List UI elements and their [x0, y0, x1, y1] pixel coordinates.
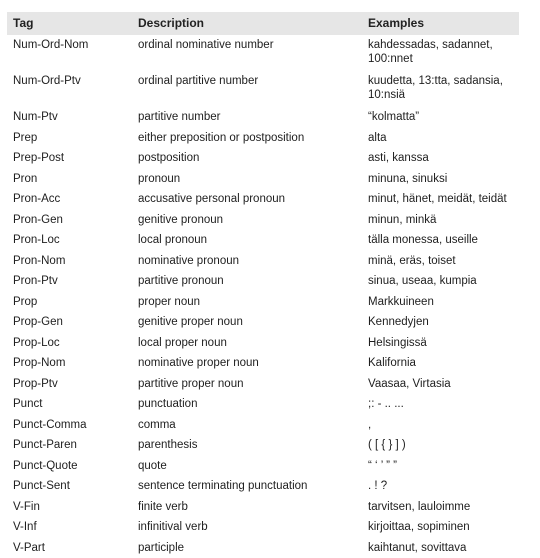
row-tag: Punct-Sent [13, 480, 70, 492]
table-row [7, 128, 519, 149]
row-description: local proper noun [138, 336, 227, 349]
example-line: minuna, sinuksi [368, 172, 448, 185]
row-description: genitive pronoun [138, 213, 224, 226]
table-row [7, 35, 519, 71]
row-description: pronoun [138, 172, 181, 185]
row-tag: Punct-Paren [13, 439, 77, 451]
row-tag: Prep-Post [13, 152, 65, 164]
table-row [7, 415, 519, 436]
table-row [7, 251, 519, 272]
table-row [7, 476, 519, 497]
row-description: finite verb [138, 500, 188, 513]
row-tag: Pron [13, 172, 38, 185]
tag-table [7, 12, 519, 558]
example-line: Kalifornia [368, 357, 416, 369]
example-line: tarvitsen, lauloimme [368, 500, 471, 513]
row-examples [368, 295, 434, 309]
row-examples [368, 459, 397, 473]
example-line: alta [368, 131, 387, 144]
example-line: Vaasaa, Virtasia [368, 377, 451, 390]
row-examples [368, 356, 416, 370]
table-row [7, 292, 519, 313]
row-examples [368, 315, 429, 329]
table-row [7, 456, 519, 477]
row-tag: Prep [13, 131, 38, 144]
row-tag: Prop-Gen [13, 316, 63, 328]
table-row [7, 517, 519, 538]
table-row [7, 333, 519, 354]
header-tag: Tag [13, 16, 34, 30]
row-examples [368, 397, 404, 411]
row-description: genitive proper noun [138, 316, 243, 328]
example-line: asti, kanssa [368, 152, 429, 164]
row-tag: Num-Ord-Nom [13, 39, 89, 51]
table-row [7, 230, 519, 251]
row-examples [368, 418, 371, 432]
row-tag: Pron-Loc [13, 234, 60, 246]
example-line: kaihtanut, sovittava [368, 541, 467, 554]
row-tag: V-Fin [13, 500, 40, 513]
row-examples [368, 74, 503, 102]
row-tag: Punct [13, 398, 43, 410]
table-row [7, 189, 519, 210]
table-row [7, 107, 519, 128]
table-row [7, 374, 519, 395]
row-tag: V-Part [13, 541, 45, 554]
row-description: infinitival verb [138, 521, 208, 533]
row-description: punctuation [138, 398, 198, 410]
table-body [7, 35, 519, 558]
row-examples [368, 151, 429, 165]
row-examples [368, 377, 451, 391]
row-description: nominative pronoun [138, 254, 240, 267]
table-row [7, 71, 519, 107]
table-row [7, 210, 519, 231]
row-examples [368, 254, 456, 268]
row-examples [368, 274, 477, 288]
row-examples [368, 438, 406, 452]
header-description: Description [138, 16, 205, 30]
example-line: tälla monessa, useille [368, 234, 478, 246]
row-examples [368, 520, 470, 534]
row-description: partitive pronoun [138, 275, 224, 287]
row-description: nominative proper noun [138, 357, 259, 369]
example-line: ;: - .. ... [368, 398, 404, 410]
example-line: . ! ? [368, 480, 388, 492]
row-tag: Pron-Ptv [13, 275, 58, 287]
row-description: ordinal partitive number [138, 75, 259, 87]
example-line: ( [ { } ] ) [368, 439, 406, 451]
row-description: parenthesis [138, 439, 198, 451]
table-row [7, 148, 519, 169]
row-description: proper noun [138, 295, 201, 308]
example-line: minun, minkä [368, 213, 437, 226]
row-description: partitive number [138, 111, 221, 123]
example-line: Kennedyjen [368, 316, 429, 328]
table-row [7, 538, 519, 558]
example-line: 10:nsiä [368, 89, 406, 101]
row-examples [368, 213, 436, 227]
example-line: “ ‘ ’ ” ” [368, 459, 397, 472]
row-description: quote [138, 459, 167, 472]
row-tag: Punct-Quote [13, 459, 78, 472]
row-examples [368, 479, 387, 493]
example-line: “kolmatta” [368, 111, 420, 123]
table-row [7, 497, 519, 518]
row-tag: Prop [13, 295, 38, 308]
row-examples [368, 541, 466, 555]
example-line: Markkuineen [368, 295, 434, 308]
example-line: 100:nnet [368, 53, 413, 65]
row-description: local pronoun [138, 234, 208, 246]
example-line: sinua, useaa, kumpia [368, 275, 477, 287]
row-tag: Prop-Loc [13, 336, 60, 349]
table-row [7, 353, 519, 374]
row-tag: Prop-Ptv [13, 377, 58, 390]
row-description: partitive proper noun [138, 377, 244, 390]
row-description: either preposition or postposition [138, 131, 305, 144]
row-examples [368, 192, 507, 206]
row-description: participle [138, 541, 185, 554]
row-examples [368, 172, 447, 186]
header-examples: Examples [368, 16, 425, 30]
row-examples [368, 336, 427, 350]
row-description: sentence terminating punctuation [138, 480, 308, 492]
row-tag: Num-Ptv [13, 111, 58, 123]
row-tag: Punct-Comma [13, 418, 87, 431]
row-examples [368, 110, 419, 124]
row-description: comma [138, 418, 176, 431]
table-row [7, 435, 519, 456]
table-row [7, 312, 519, 333]
example-line: kirjoittaa, sopiminen [368, 521, 470, 533]
row-tag: Prop-Nom [13, 357, 66, 369]
row-tag: Pron-Acc [13, 193, 61, 205]
row-examples [368, 233, 478, 247]
row-description: accusative personal pronoun [138, 193, 286, 205]
table-row [7, 169, 519, 190]
table-row [7, 394, 519, 415]
table-header [7, 12, 519, 35]
row-description: postposition [138, 152, 200, 164]
table-row [7, 271, 519, 292]
row-tag: Num-Ord-Ptv [13, 75, 81, 87]
example-line: , [368, 418, 372, 431]
example-line: kuudetta, 13:tta, sadansia, [368, 75, 503, 87]
example-line: minä, eräs, toiset [368, 254, 456, 267]
row-examples [368, 131, 387, 145]
example-line: kahdessadas, sadannet, [368, 39, 493, 51]
row-tag: V-Inf [13, 521, 37, 533]
row-description: ordinal nominative number [138, 39, 274, 51]
row-tag: Pron-Gen [13, 213, 63, 226]
row-examples [368, 500, 470, 514]
row-examples [368, 38, 493, 66]
example-line: Helsingissä [368, 336, 427, 349]
row-tag: Pron-Nom [13, 254, 66, 267]
example-line: minut, hänet, meidät, teidät [368, 193, 507, 205]
